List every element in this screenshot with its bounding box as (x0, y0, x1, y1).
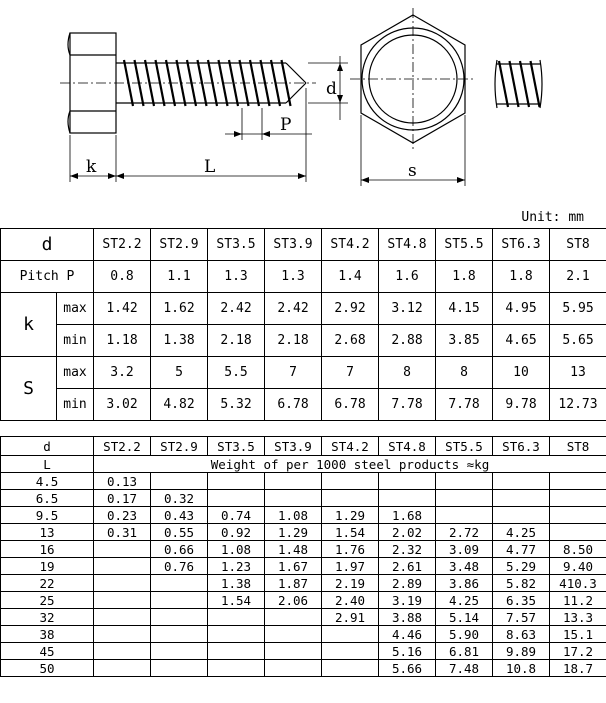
table-cell: 7.78 (436, 389, 493, 421)
weight-cell: 1.76 (322, 541, 379, 558)
weight-cell (151, 473, 208, 490)
dim-label-k: k (86, 157, 97, 177)
size-header: ST3.9 (265, 229, 322, 261)
table-cell: 3.02 (94, 389, 151, 421)
weight-cell (322, 626, 379, 643)
weight-cell (436, 473, 493, 490)
weight-cell (94, 660, 151, 677)
weight-cell (151, 660, 208, 677)
weight-cell (436, 507, 493, 524)
weight-cell (550, 473, 606, 490)
weight-cell: 2.06 (265, 592, 322, 609)
unit-label: Unit: mm (521, 210, 584, 225)
weight-cell (265, 609, 322, 626)
weight-cell: 18.7 (550, 660, 606, 677)
table-cell: 1.1 (151, 261, 208, 293)
weight-cell (94, 626, 151, 643)
table-row (1, 524, 606, 541)
size-header: ST4.2 (322, 229, 379, 261)
weight-cell: 10.8 (493, 660, 550, 677)
weight-cell: 13.3 (550, 609, 606, 626)
table-cell: 5.95 (550, 293, 606, 325)
weight-cell (550, 507, 606, 524)
table-cell: 2.42 (208, 293, 265, 325)
weight-cell: 0.17 (94, 490, 151, 507)
weight-cell (208, 473, 265, 490)
weight-cell (493, 490, 550, 507)
weight-cell: 1.68 (379, 507, 436, 524)
weight-cell: 1.08 (208, 541, 265, 558)
table-row (1, 575, 606, 592)
dim-label-P: P (280, 115, 292, 135)
min-label: min (57, 325, 94, 357)
table-cell: 9.78 (493, 389, 550, 421)
table-cell: 12.73 (550, 389, 606, 421)
weight-cell: 2.19 (322, 575, 379, 592)
weight-cell (322, 473, 379, 490)
length-cell: 13 (1, 524, 94, 541)
weight-cell (550, 490, 606, 507)
size-header: ST2.9 (151, 437, 208, 456)
weight-table (0, 436, 606, 677)
weight-cell: 1.97 (322, 558, 379, 575)
weight-cell (94, 541, 151, 558)
weight-cell: 17.2 (550, 643, 606, 660)
length-cell: 4.5 (1, 473, 94, 490)
table-cell: 3.12 (379, 293, 436, 325)
weight-cell (208, 490, 265, 507)
s-label: S (1, 357, 57, 421)
weight-cell: 5.82 (493, 575, 550, 592)
table-cell: 2.18 (208, 325, 265, 357)
length-cell: 50 (1, 660, 94, 677)
table-cell: 7.78 (379, 389, 436, 421)
size-header: ST6.3 (493, 437, 550, 456)
table-cell: 10 (493, 357, 550, 389)
weight-cell (493, 473, 550, 490)
weight-cell: 1.87 (265, 575, 322, 592)
weight-cell: 4.77 (493, 541, 550, 558)
weight-cell (379, 490, 436, 507)
length-cell: 25 (1, 592, 94, 609)
weight-cell: 3.09 (436, 541, 493, 558)
weight-cell: 1.23 (208, 558, 265, 575)
weight-cell (493, 507, 550, 524)
weight-cell: 7.57 (493, 609, 550, 626)
table-row (1, 558, 606, 575)
table-row (1, 643, 606, 660)
table-cell: 1.62 (151, 293, 208, 325)
length-cell: 38 (1, 626, 94, 643)
weight-cell (208, 609, 265, 626)
table-cell: 2.88 (379, 325, 436, 357)
weight-cell: 9.89 (493, 643, 550, 660)
weight-cell: 1.67 (265, 558, 322, 575)
table-cell: 3.85 (436, 325, 493, 357)
length-cell: 22 (1, 575, 94, 592)
weight-cell: 11.2 (550, 592, 606, 609)
weight-cell: 0.66 (151, 541, 208, 558)
weight-cell: 4.25 (493, 524, 550, 541)
pitch-label: Pitch P (1, 261, 94, 293)
weight-cell: 7.48 (436, 660, 493, 677)
length-cell: 9.5 (1, 507, 94, 524)
table-row (1, 507, 606, 524)
table-cell: 2.92 (322, 293, 379, 325)
weight-cell: 0.92 (208, 524, 265, 541)
weight-cell: 3.19 (379, 592, 436, 609)
table-cell: 1.3 (265, 261, 322, 293)
table-row (1, 437, 606, 456)
weight-cell (265, 490, 322, 507)
table-cell: 2.18 (265, 325, 322, 357)
size-header: ST4.8 (379, 229, 436, 261)
table-row (1, 490, 606, 507)
weight-cell: 2.61 (379, 558, 436, 575)
size-header: ST3.5 (208, 229, 265, 261)
length-cell: 16 (1, 541, 94, 558)
table-cell: 2.1 (550, 261, 606, 293)
size-header: ST8 (550, 229, 606, 261)
table-cell: 7 (265, 357, 322, 389)
table-cell: 2.42 (265, 293, 322, 325)
max-label: max (57, 357, 94, 389)
table-cell: 5.65 (550, 325, 606, 357)
length-cell: 19 (1, 558, 94, 575)
table-row (1, 456, 606, 473)
weight-cell: 4.46 (379, 626, 436, 643)
table-row (1, 660, 606, 677)
table-row (1, 261, 606, 293)
weight-cell: 0.43 (151, 507, 208, 524)
weight-cell: 1.48 (265, 541, 322, 558)
weight-cell: 3.86 (436, 575, 493, 592)
table-cell: 6.78 (265, 389, 322, 421)
table-cell: 5 (151, 357, 208, 389)
max-label: max (57, 293, 94, 325)
table-row (1, 541, 606, 558)
weight-cell (265, 660, 322, 677)
dim-label-d: d (326, 79, 337, 99)
screw-head-end-view (350, 8, 476, 150)
weight-cell: 5.66 (379, 660, 436, 677)
table-row (1, 229, 606, 261)
table-cell: 1.42 (94, 293, 151, 325)
weight-cell: 5.29 (493, 558, 550, 575)
table-cell: 4.82 (151, 389, 208, 421)
weight-cell: 3.48 (436, 558, 493, 575)
table-cell: 7 (322, 357, 379, 389)
weight-cell (265, 626, 322, 643)
table-cell: 5.5 (208, 357, 265, 389)
table-cell: 4.65 (493, 325, 550, 357)
weight-cell: 9.40 (550, 558, 606, 575)
table-cell: 6.78 (322, 389, 379, 421)
table-row (1, 609, 606, 626)
size-header: ST8 (550, 437, 606, 456)
size-header: ST5.5 (436, 229, 493, 261)
table-row (1, 473, 606, 490)
weight-cell: 8.63 (493, 626, 550, 643)
table-row (1, 389, 606, 421)
weight-cell: 0.55 (151, 524, 208, 541)
table-cell: 0.8 (94, 261, 151, 293)
length-cell: 45 (1, 643, 94, 660)
dim-label-s: s (408, 161, 417, 181)
table-cell: 3.2 (94, 357, 151, 389)
weight-cell: 5.14 (436, 609, 493, 626)
length-cell: 6.5 (1, 490, 94, 507)
size-header: ST2.2 (94, 229, 151, 261)
size-header: ST4.8 (379, 437, 436, 456)
header-L: L (1, 456, 94, 473)
k-label: k (1, 293, 57, 357)
weight-cell: 2.02 (379, 524, 436, 541)
weight-cell: 0.31 (94, 524, 151, 541)
weight-cell: 1.29 (265, 524, 322, 541)
weight-cell: 2.40 (322, 592, 379, 609)
weight-cell (94, 643, 151, 660)
weight-cell: 4.25 (436, 592, 493, 609)
header-d: d (1, 229, 94, 261)
table-cell: 8 (379, 357, 436, 389)
table-cell: 4.15 (436, 293, 493, 325)
weight-cell (550, 524, 606, 541)
weight-cell: 2.91 (322, 609, 379, 626)
table-cell: 13 (550, 357, 606, 389)
screw-technical-drawing (0, 0, 606, 205)
weight-cell: 1.54 (322, 524, 379, 541)
weight-cell: 0.32 (151, 490, 208, 507)
table-cell: 1.6 (379, 261, 436, 293)
size-header: ST2.9 (151, 229, 208, 261)
weight-cell: 1.29 (322, 507, 379, 524)
table-cell: 1.3 (208, 261, 265, 293)
table-cell: 1.18 (94, 325, 151, 357)
size-header: ST3.9 (265, 437, 322, 456)
table-cell: 8 (436, 357, 493, 389)
weight-cell (94, 575, 151, 592)
weight-cell (94, 592, 151, 609)
dim-label-L: L (204, 157, 216, 177)
weight-cell: 8.50 (550, 541, 606, 558)
weight-caption: Weight of per 1000 steel products ≈kg (94, 456, 606, 473)
weight-cell: 2.72 (436, 524, 493, 541)
table-cell: 1.4 (322, 261, 379, 293)
weight-cell: 0.13 (94, 473, 151, 490)
size-header: ST2.2 (94, 437, 151, 456)
weight-cell: 5.90 (436, 626, 493, 643)
weight-cell (379, 473, 436, 490)
weight-cell (322, 643, 379, 660)
weight-cell: 410.3 (550, 575, 606, 592)
weight-cell (322, 660, 379, 677)
table-cell: 1.8 (436, 261, 493, 293)
weight-cell (322, 490, 379, 507)
table-row (1, 325, 606, 357)
header-d: d (1, 437, 94, 456)
weight-cell: 15.1 (550, 626, 606, 643)
weight-cell: 6.35 (493, 592, 550, 609)
weight-cell (265, 473, 322, 490)
weight-cell (208, 660, 265, 677)
weight-cell (94, 558, 151, 575)
table-cell: 1.8 (493, 261, 550, 293)
weight-cell: 6.81 (436, 643, 493, 660)
weight-cell (94, 609, 151, 626)
weight-cell: 0.76 (151, 558, 208, 575)
table-row (1, 626, 606, 643)
spec-table (0, 228, 606, 421)
weight-cell: 1.54 (208, 592, 265, 609)
weight-cell (151, 592, 208, 609)
weight-cell: 1.08 (265, 507, 322, 524)
weight-cell: 2.89 (379, 575, 436, 592)
length-cell: 32 (1, 609, 94, 626)
weight-cell (208, 643, 265, 660)
table-cell: 4.95 (493, 293, 550, 325)
weight-cell (265, 643, 322, 660)
table-cell: 5.32 (208, 389, 265, 421)
weight-cell (151, 643, 208, 660)
size-header: ST5.5 (436, 437, 493, 456)
weight-cell (151, 575, 208, 592)
weight-cell: 1.38 (208, 575, 265, 592)
table-row (1, 592, 606, 609)
weight-cell (151, 626, 208, 643)
weight-cell: 5.16 (379, 643, 436, 660)
table-row (1, 357, 606, 389)
min-label: min (57, 389, 94, 421)
table-row (1, 293, 606, 325)
size-header: ST4.2 (322, 437, 379, 456)
size-header: ST3.5 (208, 437, 265, 456)
weight-cell (208, 626, 265, 643)
weight-cell (151, 609, 208, 626)
weight-cell (436, 490, 493, 507)
table-cell: 1.38 (151, 325, 208, 357)
weight-cell: 3.88 (379, 609, 436, 626)
table-cell: 2.68 (322, 325, 379, 357)
weight-cell: 2.32 (379, 541, 436, 558)
weight-cell: 0.23 (94, 507, 151, 524)
weight-cell: 0.74 (208, 507, 265, 524)
size-header: ST6.3 (493, 229, 550, 261)
